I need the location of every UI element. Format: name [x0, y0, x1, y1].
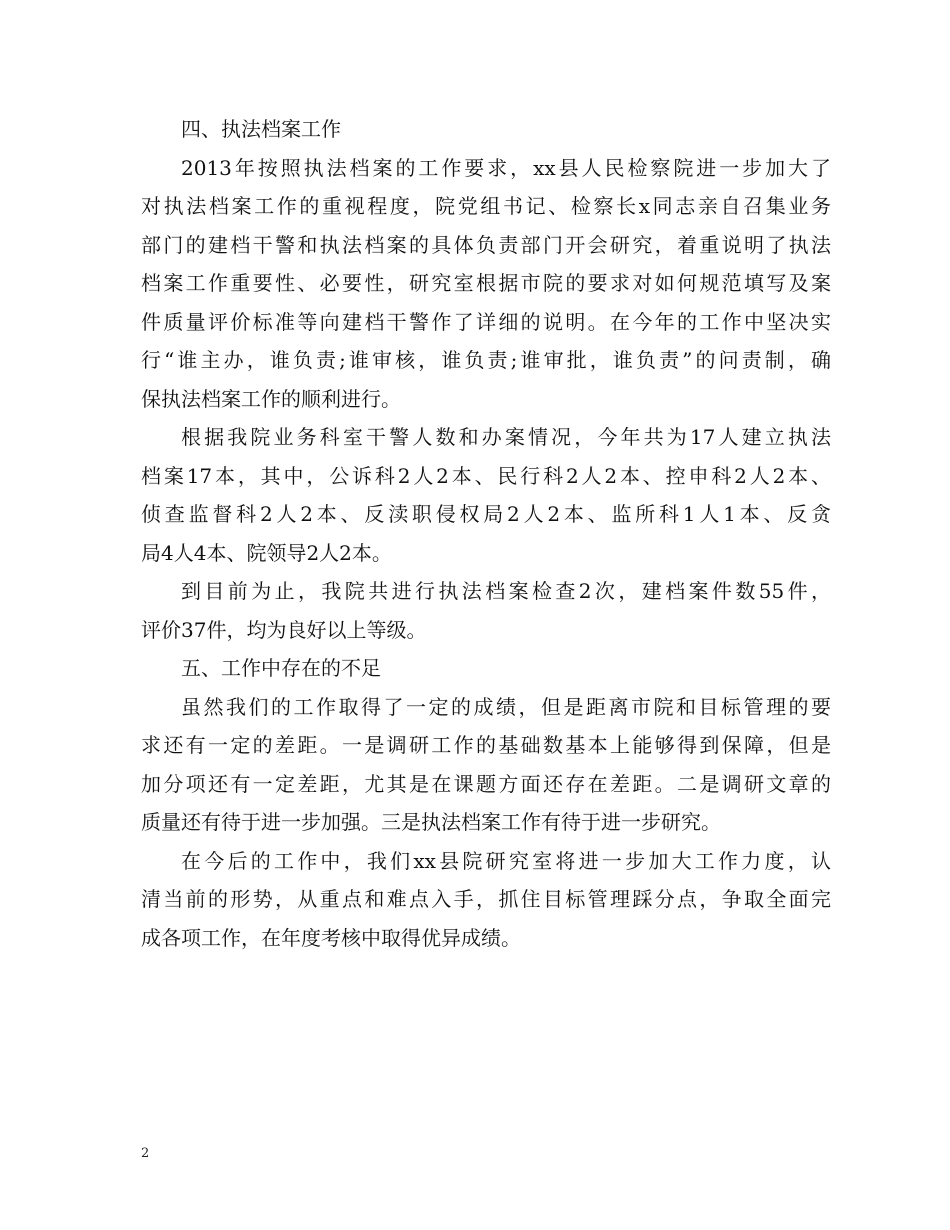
paragraph-line: 根据我院业务科室干警人数和办案情况，今年共为17人建立执法 [181, 425, 831, 449]
paragraph-line: 侦查监督科2人2本、反渎职侵权局2人2本、监所科1人1本、反贪 [141, 502, 831, 526]
page-number: 2 [141, 1146, 150, 1161]
paragraph-line: 质量还有待于进一步加强。三是执法档案工作有待于进一步研究。 [141, 810, 721, 834]
paragraph-future-work [141, 842, 831, 958]
paragraph-line: 成各项工作，在年度考核中取得优异成绩。 [141, 925, 521, 950]
document-body [141, 110, 831, 957]
paragraph-line: 部门的建档干警和执法档案的具体负责部门开会研究，着重说明了执法 [141, 232, 831, 257]
paragraph-line: 对执法档案工作的重视程度，院党组书记、检察长x同志亲自召集业务 [141, 194, 831, 218]
paragraph-line: 保执法档案工作的顺利进行。 [141, 386, 401, 411]
paragraph-line: 档案17本，其中，公诉科2人2本、民行科2人2本、控申科2人2本、 [141, 463, 831, 488]
paragraph-line: 档案工作重要性、必要性，研究室根据市院的要求对如何规范填写及案 [141, 271, 831, 295]
paragraph-shortcomings [141, 688, 831, 842]
paragraph-line: 行“谁主办，谁负责;谁审核，谁负责;谁审批，谁负责”的问责制，确 [141, 348, 831, 372]
paragraph-line: 到目前为止，我院共进行执法档案检查2次，建档案件数55件， [181, 579, 831, 603]
section-heading-shortcomings: 五、工作中存在的不足 [181, 656, 381, 680]
paragraph-line: 在今后的工作中，我们xx县院研究室将进一步加大工作力度，认 [181, 848, 831, 873]
paragraph-line: 局4人4本、院领导2人2本。 [141, 540, 392, 565]
paragraph-line: 2013年按照执法档案的工作要求，xx县人民检察院进一步加大了 [181, 155, 831, 180]
paragraph-line: 加分项还有一定差距，尤其是在课题方面还存在差距。二是调研文章的 [141, 771, 831, 796]
paragraph-archive-work [141, 149, 831, 419]
paragraph-archive-inspection [141, 572, 831, 649]
paragraph-archive-count [141, 418, 831, 572]
paragraph-line: 求还有一定的差距。一是调研工作的基础数基本上能够得到保障，但是 [141, 733, 831, 757]
paragraph-line: 件质量评价标准等向建档干警作了详细的说明。在今年的工作中坚决实 [141, 309, 831, 334]
paragraph-line: 清当前的形势，从重点和难点入手，抓住目标管理踩分点，争取全面完 [141, 887, 831, 911]
paragraph-line: 虽然我们的工作取得了一定的成绩，但是距离市院和目标管理的要 [181, 694, 831, 719]
section-heading-law-enforcement-archives: 四、执法档案工作 [181, 117, 341, 141]
paragraph-line: 评价37件，均为良好以上等级。 [141, 617, 427, 642]
